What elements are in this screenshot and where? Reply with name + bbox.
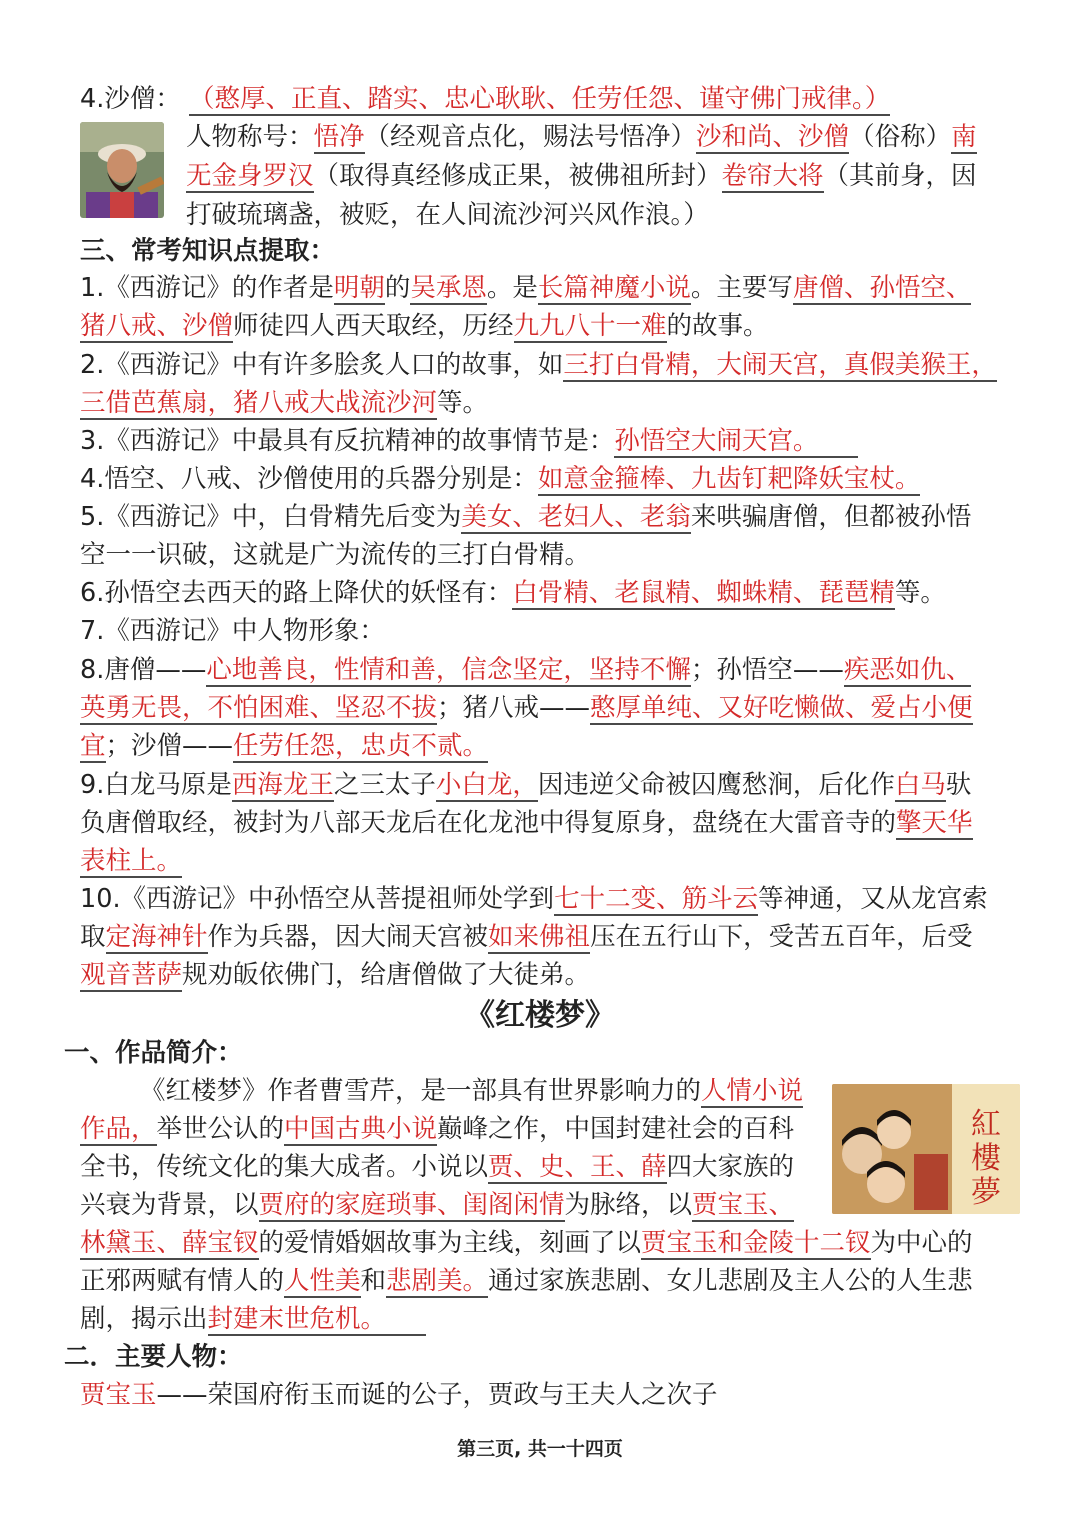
point-9-line-2 (80, 804, 1002, 842)
highlight: 人性美 (284, 1266, 361, 1296)
highlight: 定海神针 (105, 922, 208, 952)
highlight: 吴承恩 (410, 273, 487, 303)
highlight: 封建末世危机。 (208, 1304, 427, 1336)
text: 3.《西游记》中最具有反抗精神的故事情节是： (80, 426, 615, 456)
point-1-line-2 (80, 307, 1002, 345)
text: 压在五行山下，受苦五百年，后受 (590, 922, 973, 952)
sha-seng-title-line-1 (186, 118, 1002, 156)
sha-seng-traits: （憨厚、正直、踏实、忠心耿耿、任劳任怨、谨守佛门戒律。） (188, 84, 891, 114)
section-3-heading: 三、常考知识点提取： (80, 236, 336, 266)
point-10-line-3 (80, 956, 1002, 994)
intro-line-2 (80, 1110, 830, 1148)
highlight: 人情小说 (701, 1076, 804, 1106)
text: 10.《西游记》中孙悟空从菩提祖师处学到 (80, 884, 555, 914)
intro-line-6 (80, 1262, 1002, 1300)
highlight: 林黛玉、薛宝钗 (80, 1228, 259, 1258)
highlight: 如意金箍棒、九齿钉耙降妖宝杖。 (537, 464, 921, 494)
point-8-line-3 (80, 727, 1002, 765)
highlight: 贾府的家庭琐事、闺阁闲情 (258, 1190, 565, 1220)
text: 打破琉璃盏，被贬，在人间流沙河兴风作浪。） (186, 200, 709, 230)
text: 的爱情婚姻故事为主线，刻画了以 (258, 1228, 642, 1258)
highlight: 沙和尚、沙僧 (696, 122, 850, 152)
text: 。主要写 (690, 273, 793, 303)
sha-seng-title-line-2 (186, 157, 1002, 195)
text: 兴衰为背景，以 (80, 1190, 259, 1220)
text: 负唐僧取经，被封为八部天龙后在化龙池中得复原身，盘绕在大雷音寺的 (80, 808, 897, 838)
point-8-line-2 (80, 689, 1002, 727)
highlight: 白骨精、老鼠精、蜘蛛精、琵琶精 (512, 578, 895, 608)
highlight: 卷帘大将 (721, 161, 824, 191)
intro-line-3 (80, 1148, 830, 1186)
text: 和 (360, 1266, 387, 1296)
hongloumeng-cover-image (832, 1084, 1020, 1214)
text: 为中心的 (870, 1228, 973, 1258)
highlight: 西海龙王 (231, 770, 334, 800)
text: 等神通，又从龙宫索 (758, 884, 988, 914)
point-1-line-1 (80, 269, 1002, 307)
text: 等。 (894, 578, 946, 608)
highlight: 明朝 (333, 273, 385, 303)
highlight: 表柱上。 (80, 846, 183, 876)
cover-char-2: 樓 (971, 1141, 1001, 1176)
text: 《红楼梦》作者曹雪芹，是一部具有世界影响力的 (140, 1076, 702, 1106)
text: 之三太子 (333, 770, 436, 800)
text: 人物称号： (186, 122, 314, 152)
point-3 (80, 422, 1002, 460)
text: 正邪两赋有情人的 (80, 1266, 285, 1296)
text: （其前身，因 (823, 161, 977, 191)
character-jia-baoyu (80, 1376, 1002, 1414)
point-8-line-1 (80, 651, 1002, 689)
point-4 (80, 460, 1002, 498)
text: 的 (384, 273, 411, 303)
text: 举世公认的 (156, 1114, 285, 1144)
text: ；沙僧—— (105, 731, 234, 761)
point-5-line-1 (80, 498, 1002, 536)
text: （经观音点化，赐法号悟净） (364, 122, 697, 152)
text: 1.《西游记》的作者是 (80, 273, 334, 303)
highlight: 长篇神魔小说 (537, 273, 691, 303)
point-2-line-2 (80, 384, 1002, 422)
text: ；孙悟空—— (690, 655, 844, 685)
highlight: 中国古典小说 (284, 1114, 438, 1144)
sha-seng-traits-line (80, 80, 1002, 118)
text: ；猪八戒—— (437, 693, 591, 723)
text: 规劝皈依佛门，给唐僧做了大徒弟。 (182, 960, 591, 990)
highlight: 小白龙， (435, 770, 538, 800)
text: 空一一识破，这就是广为流传的三打白骨精。 (80, 540, 591, 570)
intro-line-1 (140, 1072, 830, 1110)
hongloumeng-title: 《红楼梦》 (465, 998, 615, 1033)
text: 师徒四人西天取经，历经 (233, 311, 514, 341)
text: 等。 (437, 388, 489, 418)
point-7: 7.《西游记》中人物形象： (80, 616, 385, 646)
text: 5.《西游记》中，白骨精先后变为 (80, 502, 462, 532)
highlight: 南 (951, 122, 977, 152)
highlight: 白马 (894, 770, 946, 800)
point-2-line-1 (80, 346, 1002, 384)
point-9-line-3 (80, 842, 1002, 880)
highlight: 憨厚单纯、又好吃懒做、爱占小便 (590, 693, 973, 723)
page-footer: 第三页, 共一十四页 (457, 1438, 623, 1460)
text: 因违逆父命被囚鹰愁涧，后化作 (537, 770, 895, 800)
highlight: 心地善良，性情和善，信念坚定，坚持不懈 (206, 655, 691, 685)
highlight: 贾宝玉、 (692, 1190, 795, 1220)
text: 来哄骗唐僧，但都被孙悟 (690, 502, 972, 532)
highlight: 疾恶如仇、 (843, 655, 972, 685)
text: 剧，揭示出 (80, 1304, 208, 1334)
highlight: 任劳任怨，忠贞不贰。 (233, 731, 489, 761)
point-10-line-2 (80, 918, 1002, 956)
text: 为脉络，以 (564, 1190, 693, 1220)
highlight: 猪八戒、沙僧 (80, 311, 234, 341)
text: 2.《西游记》中有许多脍炙人口的故事，如 (80, 350, 564, 380)
intro-line-4 (80, 1186, 830, 1224)
point-9-line-1 (80, 766, 1002, 804)
text: 8.唐僧—— (80, 655, 207, 685)
point-10-line-1 (80, 880, 1002, 918)
text: 的故事。 (666, 311, 769, 341)
point-5-line-2 (80, 536, 1002, 574)
highlight: 三打白骨精，大闹天宫，真假美猴王， (563, 350, 997, 380)
text: （俗称） (849, 122, 952, 152)
intro-line-5 (80, 1224, 1002, 1262)
characters-heading: 二．主要人物： (64, 1342, 243, 1372)
highlight: 孙悟空大闹天宫。 (614, 426, 858, 458)
text: 取 (80, 922, 106, 952)
highlight: 美女、老妇人、老翁 (461, 502, 691, 532)
highlight: 悟净 (313, 122, 365, 152)
highlight: 九九八十一难 (513, 311, 667, 341)
text: 四大家族的 (666, 1152, 795, 1182)
highlight: 三借芭蕉扇，猪八戒大战流沙河 (80, 388, 438, 418)
highlight: 作品， (80, 1114, 157, 1144)
highlight: 唐僧、孙悟空、 (792, 273, 972, 303)
text: 巅峰之作，中国封建社会的百科 (437, 1114, 795, 1144)
highlight: 英勇无畏，不怕困难、坚忍不拔 (80, 693, 438, 723)
highlight: 如来佛祖 (488, 922, 591, 952)
cover-char-1: 紅 (971, 1107, 1001, 1142)
highlight: 无金身罗汉 (186, 161, 314, 191)
highlight: 贾、史、王、薛 (488, 1152, 667, 1182)
sha-seng-portrait-image (80, 122, 164, 218)
highlight: 观音菩萨 (80, 960, 183, 990)
highlight: 七十二变、筋斗云 (554, 884, 759, 914)
character-desc: ——荣国府衔玉而诞的公子，贾政与王夫人之次子 (156, 1380, 718, 1410)
text: 全书，传统文化的集大成者。小说以 (80, 1152, 489, 1182)
text: 驮 (945, 770, 972, 800)
intro-heading: 一、作品简介： (64, 1038, 243, 1068)
sha-seng-label: 4.沙僧： (80, 84, 181, 114)
intro-line-7 (80, 1300, 1002, 1338)
text: 作为兵器，因大闹天宫被 (207, 922, 489, 952)
text: 。是 (486, 273, 538, 303)
text: 4.悟空、八戒、沙僧使用的兵器分别是： (80, 464, 538, 494)
point-6 (80, 574, 1002, 612)
highlight: 擎天华 (896, 808, 973, 838)
text: 9.白龙马原是 (80, 770, 232, 800)
highlight: 悲剧美。 (386, 1266, 489, 1296)
text: 通过家族悲剧、女儿悲剧及主人公的人生悲 (488, 1266, 973, 1296)
text: （取得真经修成正果，被佛祖所封） (313, 161, 722, 191)
highlight: 贾宝玉和金陵十二钗 (641, 1228, 871, 1258)
highlight: 宜 (80, 731, 106, 761)
text: 6.孙悟空去西天的路上降伏的妖怪有： (80, 578, 513, 608)
character-name: 贾宝玉 (80, 1380, 157, 1410)
cover-char-3: 夢 (971, 1175, 1001, 1210)
sha-seng-title-line-3 (186, 196, 1002, 234)
